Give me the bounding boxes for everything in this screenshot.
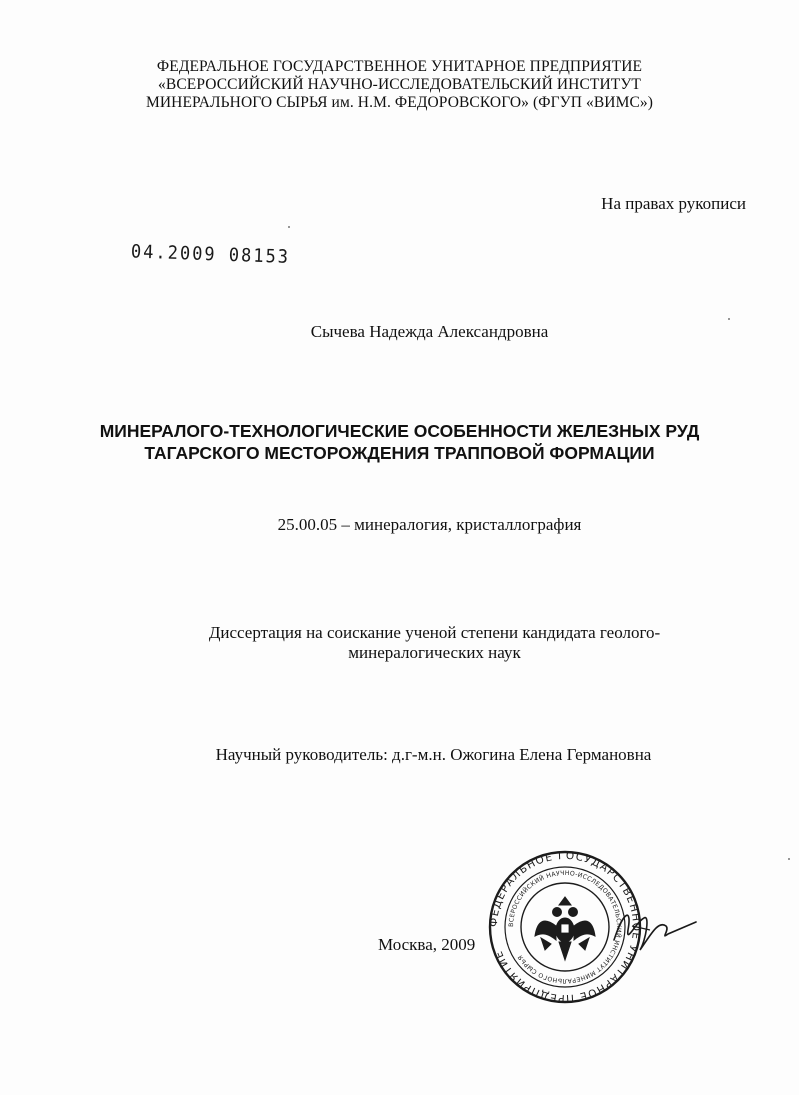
scan-speck <box>788 858 790 860</box>
degree-statement-line-2: минералогических наук <box>348 643 521 662</box>
scan-speck <box>728 318 730 320</box>
degree-statement-line-1: Диссертация на соискание ученой степени кандидата геолого- <box>208 623 661 642</box>
organization-line-3: МИНЕРАЛЬНОГО СЫРЬЯ им. Н.М. ФЕДОРОВСКОГО» (ФГУП «ВИМС») <box>145 94 654 111</box>
dissertation-title-line-2: ТАГАРСКОГО МЕСТОРОЖДЕНИЯ ТРАППОВОЙ ФОРМАЦИИ <box>144 443 655 463</box>
stamp-outer-text: ФЕДЕРАЛЬНОЕ ГОСУДАРСТВЕННОЕ УНИТАРНОЕ ПРЕДПРИЯТИЕ <box>487 850 643 1005</box>
signature <box>610 900 700 960</box>
scan-speck <box>288 226 290 228</box>
eagle-emblem-icon <box>535 897 595 960</box>
organization-line-1: ФЕДЕРАЛЬНОЕ ГОСУДАРСТВЕННОЕ УНИТАРНОЕ ПРЕДПРИЯТИЕ <box>156 58 643 75</box>
author-name: Сычева Надежда Александровна <box>310 322 549 341</box>
stamp-inner-text: ВСЕРОССИЙСКИЙ НАУЧНО-ИССЛЕДОВАТЕЛЬСКИЙ ИНСТИТУТ МИНЕРАЛЬНОГО СЫРЬЯ <box>507 869 623 985</box>
city-year: Москва, 2009 <box>378 935 476 954</box>
scientific-supervisor: Научный руководитель: д.г-м.н. Ожогина Елена Германовна <box>215 745 652 764</box>
organization-line-2: «ВСЕРОССИЙСКИЙ НАУЧНО-ИССЛЕДОВАТЕЛЬСКИЙ ИНСТИТУТ <box>158 76 641 93</box>
specialty-code: 25.00.05 – минералогия, кристаллография <box>277 515 582 534</box>
dissertation-title-line-1: МИНЕРАЛОГО-ТЕХНОЛОГИЧЕСКИЕ ОСОБЕННОСТИ ЖЕЛЕЗНЫХ РУД <box>99 421 700 441</box>
registration-number: 04.2009 08153 <box>130 241 291 269</box>
rights-note: На правах рукописи <box>601 194 746 213</box>
